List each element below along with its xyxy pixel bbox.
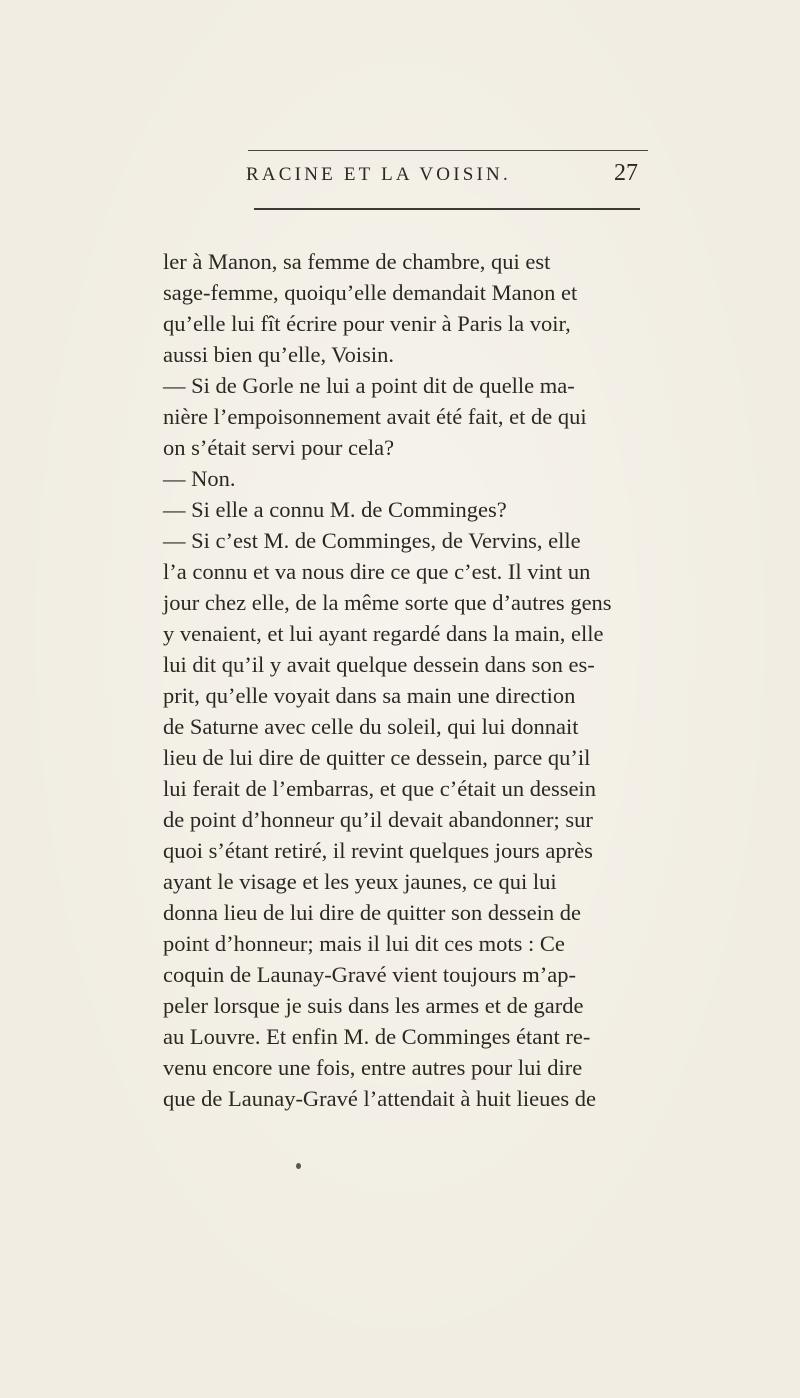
text-line: on s’était servi pour cela? [163,435,395,460]
text-line: — Si de Gorle ne lui a point dit de quelle ma- [163,373,575,398]
ink-speck [296,1163,301,1169]
header-rule-bottom [254,208,640,210]
text-line: ler à Manon, sa femme de chambre, qui est [163,249,551,274]
text-line: jour chez elle, de la même sorte que d’autres gens [163,590,612,615]
text-line: peler lorsque je suis dans les armes et de garde [163,993,584,1018]
text-line: point d’honneur; mais il lui dit ces mots : Ce [163,931,565,956]
text-line: coquin de Launay-Gravé vient toujours m’ap- [163,962,576,987]
text-line: donna lieu de lui dire de quitter son dessein de [163,900,582,925]
text-line: lui dit qu’il y avait quelque dessein dans son es- [163,652,595,677]
running-head: RACINE ET LA VOISIN. [246,164,511,185]
text-line: lui ferait de l’embarras, et que c’était un dessein [163,776,596,801]
page-number: 27 [614,160,638,186]
text-line: ayant le visage et les yeux jaunes, ce qui lui [163,869,557,894]
text-line: qu’elle lui fît écrire pour venir à Paris la voir, [163,311,571,336]
text-line: y venaient, et lui ayant regardé dans la main, elle [163,621,604,646]
text-line: nière l’empoisonnement avait été fait, et de qui [163,404,587,429]
text-line: quoi s’étant retiré, il revint quelques jours après [163,838,593,863]
text-line: aussi bien qu’elle, Voisin. [163,342,395,367]
text-line: sage-femme, quoiqu’elle demandait Manon et [163,280,578,305]
text-line: — Si c’est M. de Comminges, de Vervins, elle [163,528,581,553]
text-line: que de Launay-Gravé l’attendait à huit lieues de [163,1086,596,1111]
text-line: lieu de lui dire de quitter ce dessein, parce qu’il [163,745,591,770]
text-line: l’a connu et va nous dire ce que c’est. Il vint un [163,559,591,584]
text-line: de point d’honneur qu’il devait abandonner; sur [163,807,593,832]
text-line: prit, qu’elle voyait dans sa main une direction [163,683,576,708]
text-line: de Saturne avec celle du soleil, qui lui donnait [163,714,579,739]
text-line: — Non. [163,466,236,491]
text-line: — Si elle a connu M. de Comminges? [163,497,507,522]
body-text [163,246,663,1114]
text-line: venu encore une fois, entre autres pour lui dire [163,1055,583,1080]
header-rule-top [248,150,648,151]
text-line: au Louvre. Et enfin M. de Comminges étant re- [163,1024,591,1049]
